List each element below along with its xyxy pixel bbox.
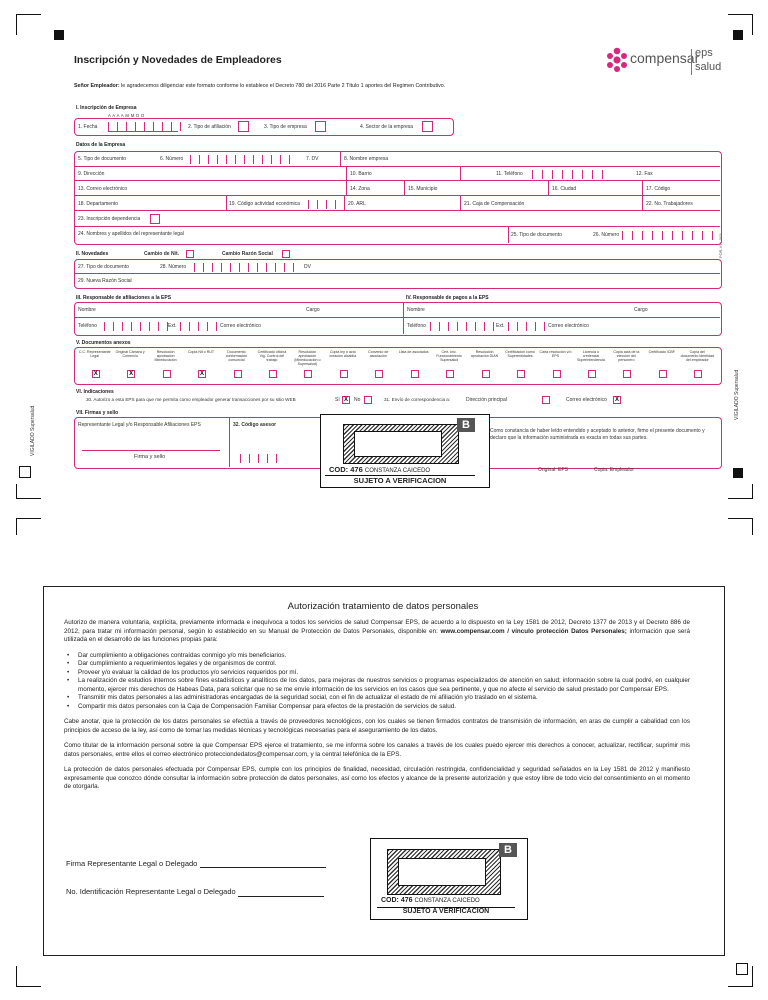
field-12-label: 12. Fax	[636, 171, 653, 177]
privacy-bullet: • Dar cumplimiento a requerimientos legales y de organismos de control.	[74, 660, 690, 669]
document-checkbox[interactable]	[163, 370, 171, 378]
privacy-bullet: • Compartir mis datos personales con la Caja de Compensación Familiar Compensar para efectos de la prestación de servicios de salud.	[74, 703, 690, 712]
logo-divider	[691, 49, 692, 75]
stamp-note: SUJETO A VERIFICACION	[325, 475, 475, 485]
stamp-code: COD: 476	[381, 897, 413, 904]
privacy-bullet: • Proveer y/o evaluar la calidad de los productos y/o servicios requeridos por mí.	[74, 669, 690, 678]
field-20-label: 20. ARL	[348, 201, 366, 207]
field-2-label: 2. Tipo de afiliación	[188, 124, 231, 130]
crop-mark	[16, 14, 41, 35]
privacy-bullet: • Transmitir mis datos personales a las administradoras encargadas de la seguridad social, con el fin de actualizar el estado de mi afiliación y/o traslado en el sistema.	[74, 694, 690, 703]
section-6-title: VI. Indicaciones	[76, 389, 114, 395]
document-checkbox[interactable]	[234, 370, 242, 378]
document-checkbox[interactable]: X	[200, 371, 205, 377]
document-checkbox[interactable]	[446, 370, 454, 378]
q31-address-box[interactable]	[542, 396, 550, 404]
crop-mark	[728, 484, 753, 499]
logo-dots-icon	[604, 47, 630, 73]
document-checkbox[interactable]: X	[93, 371, 98, 377]
stamp-letter: B	[499, 843, 517, 857]
registration-box	[19, 466, 31, 478]
sig1-line[interactable]	[200, 867, 326, 868]
field-19-label: 19. Código actividad económica	[229, 201, 300, 207]
field-11-label: 11. Teléfono	[496, 171, 523, 177]
stamp-blank-area	[354, 431, 442, 457]
stamp-code-line	[329, 465, 430, 474]
stamp-letter: B	[457, 418, 475, 432]
field-23-label: 23. Inscripción dependencia	[78, 216, 141, 222]
document-checkbox[interactable]	[482, 370, 490, 378]
date-hint: A A A A M M D D	[108, 113, 145, 118]
change-nit-label: Cambio de Nit.	[144, 251, 180, 257]
privacy-p4: La protección de datos personales efectuada por Compensar EPS, cumple con los principios de finalidad, necesidad, circulación restringida, confidencialidad y seguridad señalados en la Ley 1581 de 2012 y manifiesto expresamente que conozco dónde consultar la información sobre protección de datos personales, así como los efectos y alcance de la presente autorización y que estoy libre de todo vicio del consentimiento en el momento de otorgarla.	[64, 766, 690, 790]
field-15-label: 15. Municipio	[408, 186, 438, 192]
privacy-bullets	[64, 652, 690, 712]
document-label: Copia del documento identidad del empleador	[680, 350, 714, 362]
s4-name-label: Nombre	[407, 307, 425, 313]
field-24-label: 24. Nombres y apellidos del representante legal	[78, 231, 184, 237]
supersalud-right: VIGILADO Supersalud	[734, 369, 740, 420]
privacy-bullet: • La realización de estudios internos sobre fines estadísticos y analíticos de los datos, para mejoras de nuestros servicios o programas especializados de atención en salud; información sobre la cual podré, en cualquier momento, ejercer mis derechos de Habeas Data, para solicitar que no se me envíe información de los servicios en los casos que sea pertinente, y que no afecte el servicio de salud prestado por Compensar EPS.	[74, 677, 690, 694]
field-18-label: 18. Departamento	[78, 201, 119, 207]
document-label: Licencia o credencial Superintendencia	[576, 350, 605, 362]
stamp-scratch-area	[387, 849, 501, 895]
phone-input[interactable]	[532, 170, 603, 179]
declaration-text: Como constancia de haber leído entendido y aceptado lo anterior, firmo el presente documento y declaro que la información suministrada es exacta en todas sus partes.	[490, 428, 705, 441]
document-label: Copia acta de la elección del personero	[613, 350, 640, 362]
s3-ext-input[interactable]	[180, 322, 217, 331]
registration-square	[733, 30, 743, 40]
logo-eps: eps	[695, 47, 713, 59]
signature-caption: Firma y sello	[134, 454, 166, 460]
document-checkbox[interactable]	[375, 370, 383, 378]
document-label: Carta resolución v/o EPS	[539, 350, 572, 358]
q31-address-label: Dirección principal	[466, 397, 507, 403]
privacy-p3: Como titular de la información personal sobre la que Compensar EPS ejerce el tratamiento, se me informa sobre los canales a través de los cuales puedo ejercer mis derechos a conocer, actualizar, rectificar, suprimir mis datos personales, entre ellos el correo electrónico protecciondedatos@compensar.com, y la central telefónica de la EPS.	[64, 742, 690, 758]
dependency-box[interactable]	[150, 214, 160, 224]
q30-label: 30. Autorizo a esta EPS para que me permita como empleador generar transacciones por su sitio WEB	[86, 397, 296, 402]
registration-square	[54, 30, 64, 40]
sig1-label: Firma Representante Legal o Delegado	[66, 859, 198, 868]
verification-stamp-2	[370, 838, 528, 920]
q31-label: 31. Envío de correspondencia a:	[384, 397, 451, 402]
rep-number-input[interactable]	[622, 231, 713, 240]
field-25-label: 25. Tipo de documento	[511, 232, 562, 238]
document-label: Documento conformación consorcial	[225, 350, 248, 362]
document-label: Resolución aprobación Mineducación	[154, 350, 177, 362]
company-sector-box[interactable]	[422, 121, 433, 132]
field-32-label: 32. Código asesor	[233, 422, 277, 428]
privacy-p1a: Autorizo de manera voluntaria, explícita, previamente informada e inequívoca a todos los servicios de salud Compensar EPS, de acuerdo a lo dispuesto en la Ley 1581 de 2012, Decreto 1377 de 2013 y el Decreto 886 de 2012, para tratar mi información personal, según lo establecido en su Manual de Protección de Datos Personales, disponible en:	[64, 619, 690, 635]
section-1-title: I. Inscripción de Empresa	[76, 105, 137, 111]
document-checkbox[interactable]	[517, 370, 525, 378]
privacy-p1-link: www.compensar.com / vínculo protección Datos Personales;	[440, 627, 627, 635]
field-3-label: 3. Tipo de empresa	[264, 124, 307, 130]
field-6-label: 6. Número	[160, 156, 184, 162]
change-name-box[interactable]	[282, 250, 290, 258]
company-data-title: Datos de la Empresa	[76, 142, 126, 148]
field-27-label: 27. Tipo de documento	[78, 264, 129, 270]
document-label: C.C. Representante Legal	[78, 350, 111, 358]
change-nit-box[interactable]	[186, 250, 194, 258]
document-checkbox[interactable]	[304, 370, 312, 378]
stamp-name: CONSTANZA CAICEDO	[364, 468, 431, 474]
document-checkbox[interactable]	[553, 370, 561, 378]
section-2-title: II. Novedades	[76, 251, 109, 257]
s3-phone-input[interactable]	[104, 322, 168, 331]
new-number-input[interactable]	[194, 263, 294, 272]
field-4-label: 4. Sector de la empresa	[360, 124, 414, 130]
s3-name-label: Nombre	[78, 307, 96, 313]
stamp-code: COD: 476	[329, 465, 363, 474]
s4-ext-label: Ext.	[496, 323, 505, 329]
document-checkbox[interactable]	[588, 370, 596, 378]
document-checkbox[interactable]	[411, 370, 419, 378]
activity-code-input[interactable]	[308, 200, 336, 209]
field-5-label: 5. Tipo de documento	[78, 156, 127, 162]
q30-no-label: No	[354, 397, 361, 403]
crop-mark	[16, 484, 41, 499]
section-5-title: V. Documentos anexos	[76, 340, 131, 346]
document-label: Lista de asociados	[398, 350, 429, 354]
field-1-label: 1. Fecha	[78, 124, 98, 130]
section-4-title: IV. Responsable de pagos a la EPS	[406, 295, 489, 301]
field-26-label: 26. Número	[593, 232, 620, 238]
document-label: Certificado ICBF	[648, 350, 676, 354]
copy-label: Copia: Empleador	[594, 467, 635, 473]
q30-yes-box[interactable]: X	[343, 397, 348, 403]
privacy-title: Autorización tratamiento de datos personales	[287, 601, 479, 612]
section-3-box	[74, 302, 722, 336]
field-10-label: 10. Barrio	[350, 171, 372, 177]
document-label: Certificación como Superentidades	[505, 350, 535, 358]
section-7-title: VII. Firmas y sello	[76, 410, 119, 416]
advisor-code-input[interactable]	[240, 454, 277, 463]
document-checkbox[interactable]	[659, 370, 667, 378]
date-input[interactable]	[108, 122, 178, 132]
change-name-label: Cambio Razón Social	[222, 251, 273, 257]
compensar-logo	[604, 44, 724, 78]
field-21-label: 21. Caja de Compensación	[464, 201, 525, 207]
stamp-blank-area	[398, 858, 486, 886]
field-9-label: 9. Dirección	[78, 171, 105, 177]
s4-phone-label: Teléfono	[407, 323, 426, 329]
document-label: Original Cámara y Comercio	[115, 350, 145, 358]
form-code: FOR-VIN-003	[718, 233, 723, 258]
verification-stamp	[320, 414, 490, 488]
document-label: Convenio de asociación	[368, 350, 389, 358]
signature-line	[82, 450, 220, 451]
intro-bold: Señor Empleador:	[74, 83, 120, 89]
s4-phone-input[interactable]	[430, 322, 494, 331]
logo-brand: compensar	[630, 50, 700, 66]
stamp-scratch-area	[343, 424, 459, 464]
intro-body: le agradecemos diligenciar este formato conforme lo establece el Decreto 780 del 2016 Parte 2 Título 1 aportes del Regimen Contributivo.	[119, 83, 446, 89]
s3-ext-label: Ext.	[168, 323, 177, 329]
q30-yes-label: Sí	[335, 397, 340, 403]
s4-cargo-label: Cargo	[634, 307, 648, 313]
document-checkbox[interactable]: X	[129, 371, 134, 377]
privacy-p1b: información que será utilizada en el desarrollo de las funciones propias para:	[64, 627, 691, 643]
s3-cargo-label: Cargo	[306, 307, 320, 313]
q31-email-box[interactable]: X	[614, 397, 619, 403]
privacy-body	[64, 619, 690, 799]
field-8-label: 8. Nombre empresa	[344, 156, 389, 162]
document-checkbox[interactable]	[623, 370, 631, 378]
privacy-p2: Cabe anotar, que la protección de los datos personales se efectúa a través de proveedores tecnológicos, con los cuales se tienen firmados contratos de transmisión de información, en aras de cumplir a cabalidad con los principios de acceso de la ley, así como de tomar las medidas técnicas y tecnológicas necesarias para el aseguramiento de los datos.	[64, 718, 690, 734]
affiliation-type-box[interactable]	[238, 121, 249, 132]
document-checkbox[interactable]	[694, 370, 702, 378]
field-28-label: 28. Número	[160, 264, 187, 270]
document-label: Copia Nit o RUT	[187, 350, 215, 354]
crop-mark	[16, 966, 41, 987]
field-16-label: 16. Ciudad	[552, 186, 577, 192]
q30-no-box[interactable]	[364, 396, 372, 404]
document-label: Copia ley o acto creación alcaldía	[329, 350, 357, 358]
original-label: Original: EPS	[538, 467, 569, 473]
s3-phone-label: Teléfono	[78, 323, 97, 329]
stamp-code-line	[381, 897, 480, 904]
company-number-input[interactable]	[190, 155, 290, 164]
company-type-box[interactable]	[315, 121, 326, 132]
field-14-label: 14. Zona	[350, 186, 370, 192]
q31-email-label: Correo electrónico	[566, 397, 607, 403]
s4-ext-input[interactable]	[508, 322, 545, 331]
sig2-label: No. Identificación Representante Legal o Delegado	[66, 887, 236, 896]
document-checkbox[interactable]	[269, 370, 277, 378]
s3-email-label: Correo electrónico	[220, 323, 261, 329]
sig2-line[interactable]	[238, 896, 324, 897]
stamp-name: CONSTANZA CAICEDO	[414, 898, 480, 904]
registration-box	[736, 963, 748, 975]
s4-email-label: Correo electrónico	[548, 323, 589, 329]
field-29-label: 29. Nueva Razón Social	[78, 278, 132, 284]
intro-text	[74, 83, 445, 89]
document-label: Cert. Inic. Funcionamiento Supersalud	[436, 350, 462, 362]
field-17-label: 17. Código	[646, 186, 671, 192]
crop-mark	[728, 518, 753, 535]
crop-mark	[16, 518, 41, 535]
logo-salud: salud	[695, 61, 722, 73]
field-7-label: 7. DV	[306, 156, 319, 162]
document-label: Resolución aprobación (Mineducación o Supersalud)	[294, 350, 321, 366]
dv-label: DV	[304, 264, 311, 270]
stamp-note: SUJETO A VERIFICACION	[377, 907, 515, 915]
document-label: Resolución aprobación DIAN	[470, 350, 499, 358]
field-22-label: 22. No. Trabajadores	[646, 201, 693, 207]
rep-signature-label: Representante Legal y/o Responsable Afiliaciones EPS	[78, 422, 201, 428]
privacy-p1	[64, 619, 690, 645]
privacy-bullet: • Dar cumplimiento a obligaciones contraídas conmigo y/o mis beneficiarios.	[74, 652, 690, 661]
registration-square	[733, 468, 743, 478]
document-label: Certificado oficina Vig. Control del trabajo	[257, 350, 287, 362]
document-checkbox[interactable]	[340, 370, 348, 378]
form-title: Inscripción y Novedades de Empleadores	[74, 54, 282, 66]
section-3-title: III. Responsable de afiliaciones a la EPS	[76, 295, 172, 301]
supersalud-left: VIGILADO Supersalud	[30, 405, 36, 456]
field-13-label: 13. Correo electrónico	[78, 186, 128, 192]
